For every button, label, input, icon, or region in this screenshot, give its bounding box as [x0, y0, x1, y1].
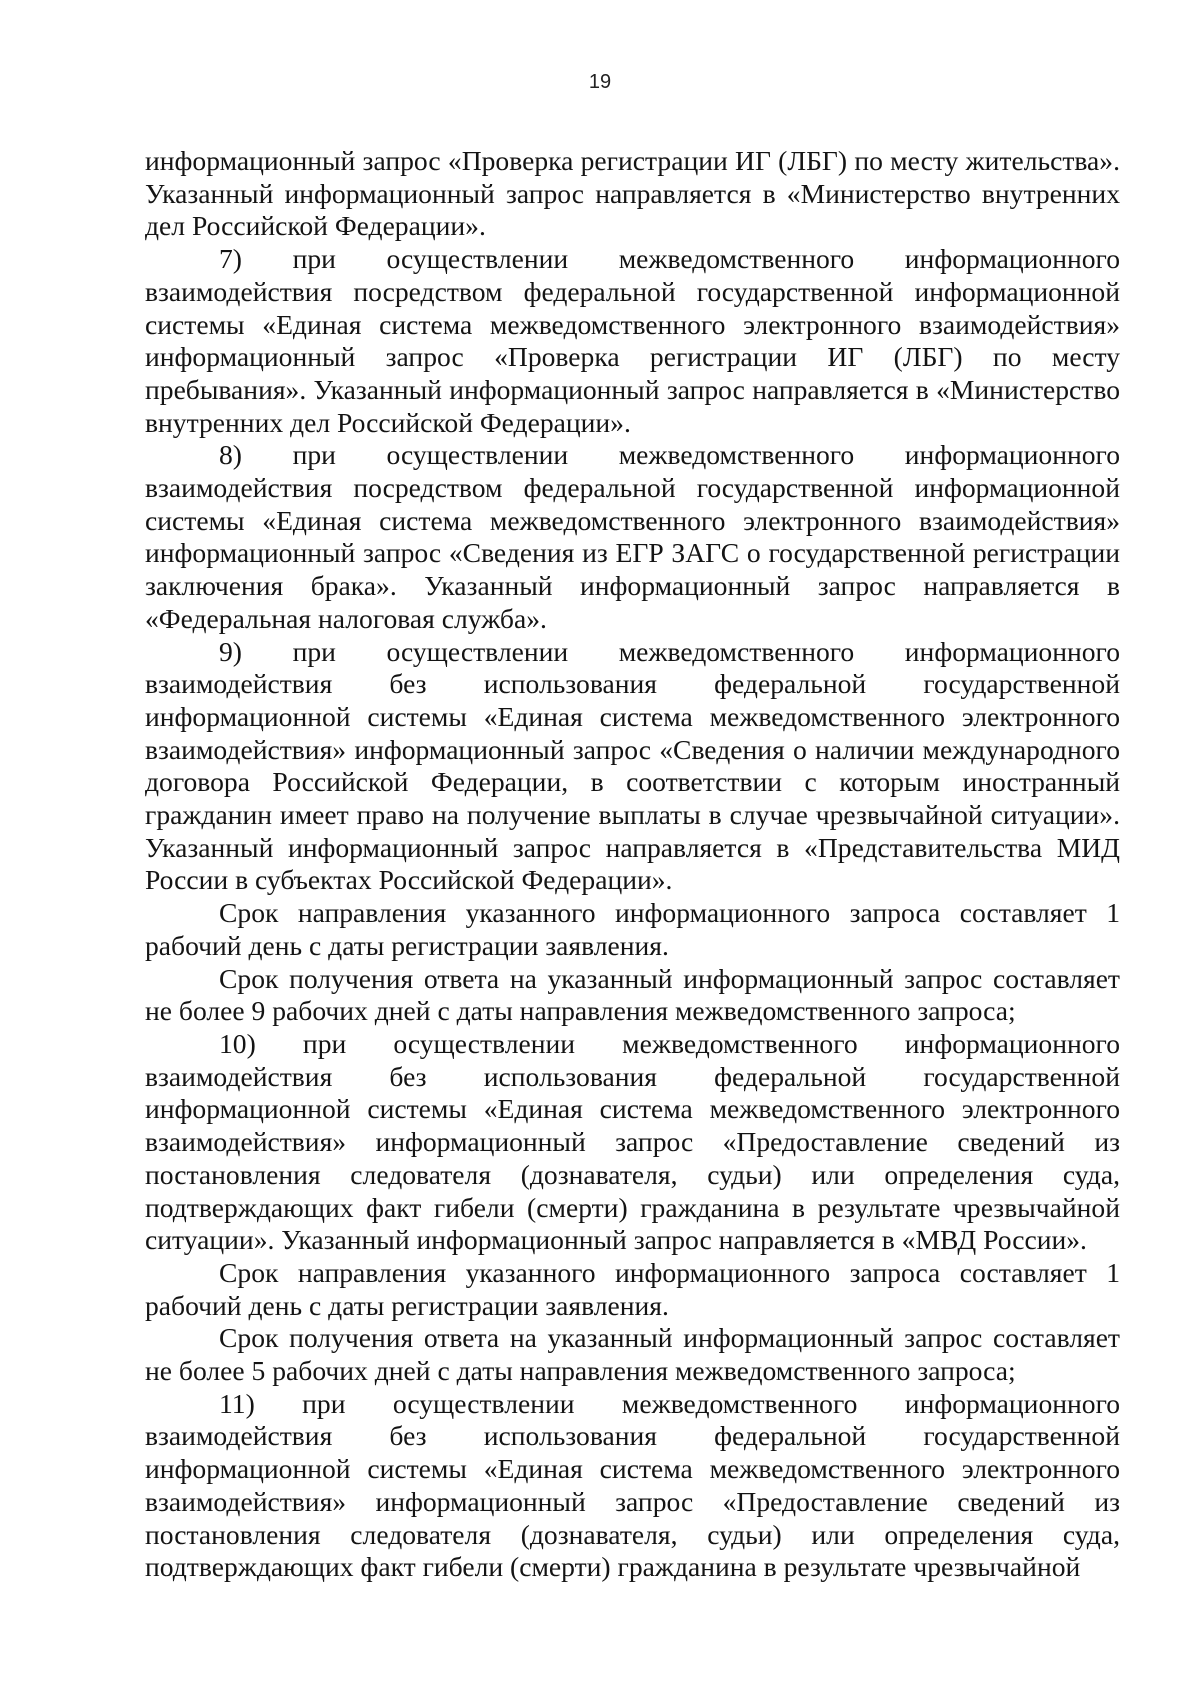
document-body [145, 145, 1120, 1584]
paragraph-deadline-response: Срок получения ответа на указанный информационный запрос составляет не более 9 рабочих дней с даты направления межведомственного запроса; [145, 962, 1120, 1027]
paragraph-item-8: 8) при осуществлении межведомственного информационного взаимодействия посредством федеральной государственной информационной системы «Единая система межведомственного электронного взаимодействия» информационный запрос «Сведения из ЕГР ЗАГС о государственной регистрации заключения брака». Указанный информационный запрос направляется в «Федеральная налоговая служба». [145, 439, 1120, 634]
paragraph-item-7: 7) при осуществлении межведомственного информационного взаимодействия посредством федеральной государственной информационной системы «Единая система межведомственного электронного взаимодействия» информационный запрос «Проверка регистрации ИГ (ЛБГ) по месту пребывания». Указанный информационный запрос направляется в «Министерство внутренних дел Российской Федерации». [145, 243, 1120, 438]
paragraph-deadline-response: Срок получения ответа на указанный информационный запрос составляет не более 5 рабочих дней с даты направления межведомственного запроса; [145, 1322, 1120, 1387]
paragraph-item-9: 9) при осуществлении межведомственного информационного взаимодействия без использования федеральной государственной информационной системы «Единая система межведомственного электронного взаимодействия» информационный запрос «Сведения о наличии международного договора Российской Федерации, в соответствии с которым иностранный гражданин имеет право на получение выплаты в случае чрезвычайной ситуации». Указанный информационный запрос направляется в «Представительства МИД России в субъектах Российской Федерации». [145, 635, 1120, 896]
paragraph-continuation: информационный запрос «Проверка регистрации ИГ (ЛБГ) по месту жительства». Указанный информационный запрос направляется в «Министерство внутренних дел Российской Федерации». [145, 145, 1120, 242]
paragraph-deadline-send: Срок направления указанного информационного запроса составляет 1 рабочий день с даты регистрации заявления. [145, 897, 1120, 961]
page-number: 19 [588, 71, 612, 93]
paragraph-item-11: 11) при осуществлении межведомственного информационного взаимодействия без использования федеральной государственной информационной системы «Единая система межведомственного электронного взаимодействия» информационный запрос «Предоставление сведений из постановления следователя (дознавателя, судьи) или определения суда, подтверждающих факт гибели (смерти) гражданина в результате чрезвычайной [145, 1387, 1120, 1583]
paragraph-deadline-send: Срок направления указанного информационного запроса составляет 1 рабочий день с даты регистрации заявления. [145, 1256, 1120, 1321]
paragraph-item-10: 10) при осуществлении межведомственного информационного взаимодействия без использования федеральной государственной информационной системы «Единая система межведомственного электронного взаимодействия» информационный запрос «Предоставление сведений из постановления следователя (дознавателя, судьи) или определения суда, подтверждающих факт гибели (смерти) гражданина в результате чрезвычайной ситуации». Указанный информационный запрос направляется в «МВД России». [145, 1027, 1120, 1256]
